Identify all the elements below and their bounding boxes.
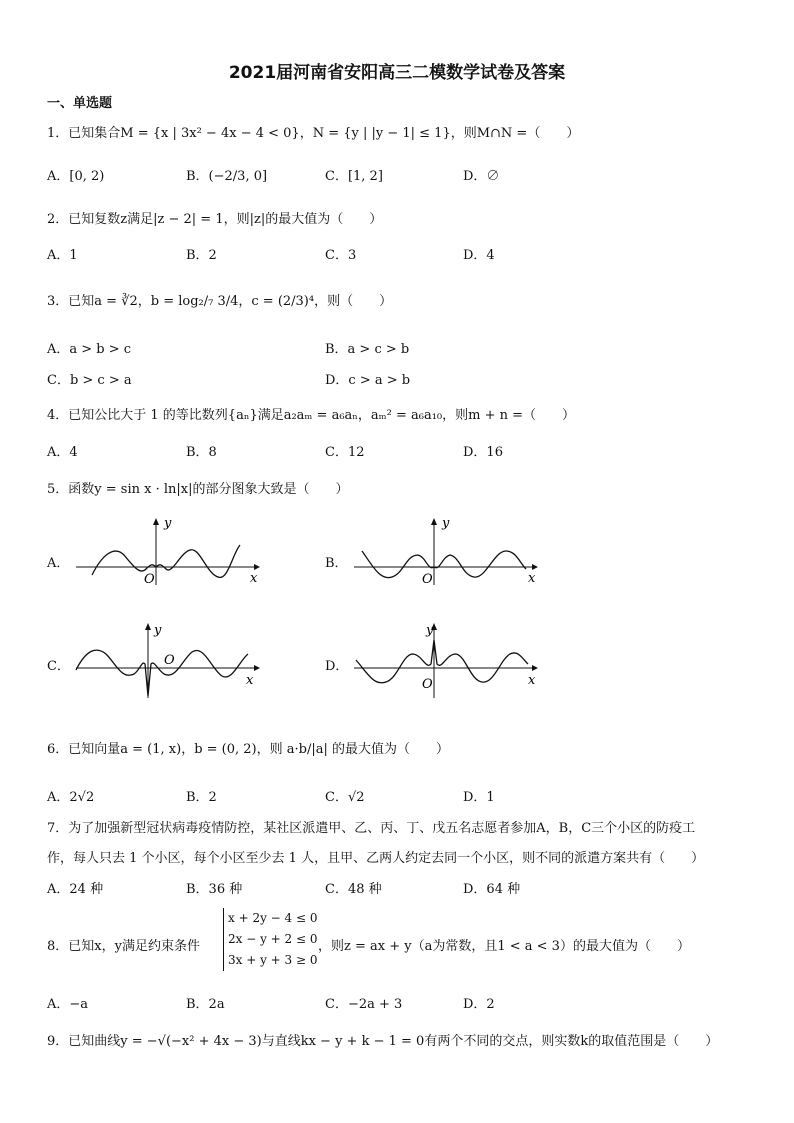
q8-constraint: 2x − y + 2 ≤ 0 [228, 932, 318, 946]
page-title: 2021届河南省安阳高三二模数学试卷及答案 [228, 63, 566, 83]
q6-option-c: C．√2 [325, 790, 365, 805]
curve-b [362, 551, 526, 578]
graph-b-origin-label: O [422, 572, 433, 587]
graph-d [350, 620, 540, 700]
q8-option-c: C．−2a + 3 [325, 997, 403, 1012]
q6-option-b: B．2 [186, 790, 217, 805]
q5-option-c: C． [47, 659, 70, 674]
q4-option-c: C．12 [325, 445, 365, 460]
graph-a [72, 515, 262, 587]
graph-a-y-label: y [164, 516, 172, 531]
graph-c-x-label: x [246, 673, 254, 688]
q4-option-a: A．4 [47, 445, 78, 460]
q6-stem: 6．已知向量a = (1, x)，b = (0, 2)，则 a·b/|a| 的最大值为（ ） [47, 742, 449, 757]
q7-stem-line2: 作，每人只去 1 个小区，每个小区至少去 1 人，且甲、乙两人约定去同一个小区，则不同的派遣方案共有（ ） [47, 851, 705, 866]
q7-option-c: C．48 种 [325, 882, 382, 897]
q8-stem-right: ，则z = ax + y（a为常数，且1 < a < 3）的最大值为（ ） [318, 939, 690, 954]
q2-option-b: B．2 [186, 248, 217, 263]
q5-option-b: B． [325, 556, 348, 571]
q7-option-b: B．36 种 [186, 882, 243, 897]
q3-option-d: D．c > a > b [325, 373, 411, 388]
q1-option-b: B．(−2/3, 0] [186, 169, 268, 184]
q8-constraint-system [223, 908, 318, 971]
q1-option-c: C．[1, 2] [325, 169, 383, 184]
curve-d [356, 640, 528, 683]
q5-stem: 5．函数y = sin x · ln|x|的部分图象大致是（ ） [47, 482, 349, 497]
q3-option-a: A．a > b > c [47, 342, 132, 357]
q9-stem: 9．已知曲线y = −√(−x² + 4x − 3)与直线kx − y + k − 1 = 0有两个不同的交点，则实数k的取值范围是（ ） [47, 1034, 719, 1049]
graph-d-origin-label: O [422, 677, 433, 692]
q2-option-d: D．4 [463, 248, 495, 263]
q8-constraint: x + 2y − 4 ≤ 0 [228, 911, 318, 925]
curve-a [92, 545, 240, 577]
graph-c-y-label: y [154, 623, 162, 638]
q8-option-a: A．−a [47, 997, 89, 1012]
graph-d-y-label: y [426, 623, 434, 638]
q2-option-a: A．1 [47, 248, 78, 263]
q7-stem-line1: 7．为了加强新型冠状病毒疫情防控，某社区派遣甲、乙、丙、丁、戊五名志愿者参加A，B，C三个小区的防疫工 [47, 821, 696, 836]
q4-stem: 4．已知公比大于 1 的等比数列{aₙ}满足a₂aₘ = a₆aₙ，aₘ² = a₆a₁₀，则m + n =（ ） [47, 408, 576, 423]
q5-option-d: D． [325, 659, 349, 674]
graph-a-x-label: x [250, 571, 258, 586]
q2-option-c: C．3 [325, 248, 357, 263]
q1-option-a: A．[0, 2) [47, 169, 105, 184]
q8-option-d: D．2 [463, 997, 495, 1012]
q3-stem: 3．已知a = ∛2，b = log₂/₇ 3/4，c = (2/3)⁴，则（ ） [47, 294, 393, 309]
q4-option-b: B．8 [186, 445, 217, 460]
graph-c [72, 620, 262, 700]
graph-b [350, 515, 540, 587]
q2-stem: 2．已知复数z满足|z − 2| = 1，则|z|的最大值为（ ） [47, 212, 383, 227]
q6-option-a: A．2√2 [47, 790, 95, 805]
graph-a-origin-label: O [144, 572, 155, 587]
curve-c [76, 650, 248, 696]
q3-option-b: B．a > c > b [325, 342, 410, 357]
q8-constraint: 3x + y + 3 ≥ 0 [228, 953, 318, 967]
graph-c-origin-label: O [164, 653, 175, 668]
q1-option-d: D．∅ [463, 169, 500, 184]
graph-b-y-label: y [442, 516, 450, 531]
graph-d-x-label: x [528, 673, 536, 688]
q7-option-a: A．24 种 [47, 882, 104, 897]
q6-option-d: D．1 [463, 790, 495, 805]
q1-stem: 1．已知集合M = {x | 3x² − 4x − 4 < 0}，N = {y | |y − 1| ≤ 1}，则M∩N =（ ） [47, 126, 580, 141]
graph-b-x-label: x [528, 571, 536, 586]
q8-option-b: B．2a [186, 997, 225, 1012]
q8-stem-left: 8．已知x，y满足约束条件 [47, 939, 200, 954]
q4-option-d: D．16 [463, 445, 503, 460]
q5-option-a: A． [47, 556, 70, 571]
q7-option-d: D．64 种 [463, 882, 521, 897]
q3-option-c: C．b > c > a [47, 373, 132, 388]
section-heading: 一、单选题 [47, 96, 113, 111]
